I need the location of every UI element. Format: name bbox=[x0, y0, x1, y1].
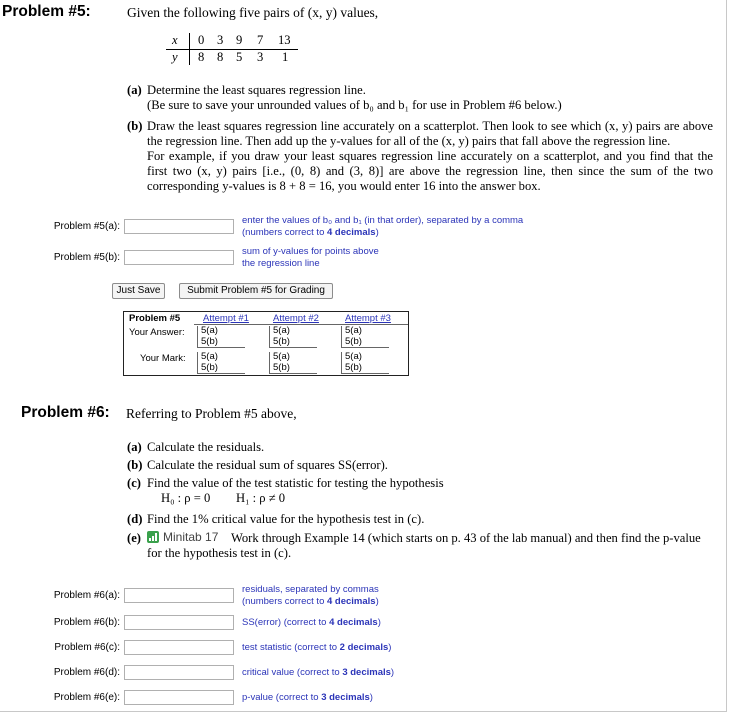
p6-part-c-marker: (c) bbox=[127, 476, 141, 490]
problem-6-title: Problem #6: bbox=[21, 404, 110, 421]
p6-part-e-line: for the hypothesis test in (c). bbox=[147, 546, 292, 560]
p5-part-a-line: (Be sure to save your unrounded values of b₀ and b₁ for use in Problem #6 below.) bbox=[147, 98, 562, 112]
attempt-3-mark-cell: 5(a) 5(b) bbox=[341, 352, 389, 374]
attempt-1-link[interactable]: Attempt #1 bbox=[203, 313, 249, 324]
table-x-cell: 7 bbox=[257, 33, 264, 47]
p5-part-a-line: Determine the least squares regression line. bbox=[147, 83, 366, 97]
p5-part-b-marker: (b) bbox=[127, 119, 143, 133]
just-save-button[interactable]: Just Save bbox=[112, 283, 165, 299]
p5b-label: Problem #5(b): bbox=[53, 252, 120, 263]
p6d-label: Problem #6(d): bbox=[53, 667, 120, 678]
p5-part-b-line: For example, if you draw your least squares regression line accurately on a scatterplot, and you find that the bbox=[147, 149, 713, 163]
attempt-1-answer-cell: 5(a) 5(b) bbox=[197, 326, 245, 348]
p6e-answer-input[interactable] bbox=[124, 690, 234, 705]
p6-part-b-text: Calculate the residual sum of squares SS(error). bbox=[147, 458, 388, 472]
attempt-2-link[interactable]: Attempt #2 bbox=[273, 313, 319, 324]
your-mark-label: Your Mark: bbox=[140, 353, 186, 364]
p6-part-a-marker: (a) bbox=[127, 440, 142, 454]
p5b-answer-input[interactable] bbox=[124, 250, 234, 265]
attempts-table bbox=[123, 311, 409, 376]
problem-5-title: Problem #5: bbox=[2, 3, 91, 20]
p6b-hint: SS(error) (correct to 4 decimals) bbox=[242, 617, 381, 628]
attempt-2-answer-cell: 5(a) 5(b) bbox=[269, 326, 317, 348]
problem-6-statement: Referring to Problem #5 above, bbox=[126, 406, 297, 421]
table-y-cell: 5 bbox=[236, 50, 243, 64]
table-x-label: x bbox=[172, 33, 178, 47]
attempts-rule bbox=[194, 324, 408, 325]
p6a-label: Problem #6(a): bbox=[53, 590, 120, 601]
p6-part-d-marker: (d) bbox=[127, 512, 143, 526]
p6b-label: Problem #6(b): bbox=[53, 617, 120, 628]
table-y-cell: 1 bbox=[282, 50, 289, 64]
table-divider-h bbox=[166, 49, 298, 50]
p5-part-b-line: Draw the least squares regression line accurately on a scatterplot. Then look to see which (x, y) pairs are above bbox=[147, 119, 713, 133]
attempt-2-mark-cell: 5(a) 5(b) bbox=[269, 352, 317, 374]
table-y-label: y bbox=[172, 50, 178, 64]
p6-part-b-marker: (b) bbox=[127, 458, 143, 472]
table-x-cell: 13 bbox=[278, 33, 291, 47]
p5a-hint-line1: enter the values of b₀ and b₁ (in that order), separated by a comma bbox=[242, 215, 524, 226]
p5a-label: Problem #5(a): bbox=[53, 221, 120, 232]
attempt-3-answer-cell: 5(a) 5(b) bbox=[341, 326, 389, 348]
problem-5-statement: Given the following five pairs of (x, y) values, bbox=[127, 5, 379, 20]
p5-part-b-line: corresponding y-values is 8 + 8 = 16, you would enter 16 into the answer box. bbox=[147, 179, 541, 193]
p6b-answer-input[interactable] bbox=[124, 615, 234, 630]
p6e-label: Problem #6(e): bbox=[53, 692, 120, 703]
p6a-hint bbox=[242, 584, 379, 608]
p5-part-b-line: first two (x, y) pairs [i.e., (0, 8) and (3, 8)] are above the regression line, then since the sum of the two bbox=[147, 164, 713, 178]
your-answer-label: Your Answer: bbox=[129, 327, 185, 338]
attempt-1-mark-cell: 5(a) 5(b) bbox=[197, 352, 245, 374]
p6a-hint-line2: (numbers correct to 4 decimals) bbox=[242, 596, 379, 607]
attempts-header: Problem #5 bbox=[129, 313, 181, 324]
table-x-cell: 0 bbox=[198, 33, 205, 47]
null-hypothesis: H₀ : ρ = 0 bbox=[161, 491, 211, 505]
p5b-hint bbox=[242, 246, 379, 270]
p6a-answer-input[interactable] bbox=[124, 588, 234, 603]
p6c-label: Problem #6(c): bbox=[54, 642, 120, 653]
p6d-hint: critical value (correct to 3 decimals) bbox=[242, 667, 395, 678]
p6-part-c-text: Find the value of the test statistic for testing the hypothesis bbox=[147, 476, 444, 490]
table-y-cell: 8 bbox=[217, 50, 224, 64]
p6c-answer-input[interactable] bbox=[124, 640, 234, 655]
submit-problem-5-button[interactable]: Submit Problem #5 for Grading bbox=[179, 283, 333, 299]
p6-part-d-text: Find the 1% critical value for the hypothesis test in (c). bbox=[147, 512, 425, 526]
alt-hypothesis: H₁ : ρ ≠ 0 bbox=[236, 491, 286, 505]
p6-part-a-text: Calculate the residuals. bbox=[147, 440, 265, 454]
p5a-answer-input[interactable] bbox=[124, 219, 234, 234]
p5a-hint-line2: (numbers correct to 4 decimals) bbox=[242, 227, 379, 238]
p6d-answer-input[interactable] bbox=[124, 665, 234, 680]
p6a-hint-line1: residuals, separated by commas bbox=[242, 584, 379, 595]
p5a-hint bbox=[242, 215, 523, 239]
p6-part-e-line: Work through Example 14 (which starts on p. 43 of the lab manual) and then find the p-value bbox=[231, 531, 701, 545]
p5b-hint-line1: sum of y-values for points above bbox=[242, 246, 379, 257]
p6c-hint: test statistic (correct to 2 decimals) bbox=[242, 642, 392, 653]
p6e-hint: p-value (correct to 3 decimals) bbox=[242, 692, 373, 703]
p5-part-b-line: the regression line. Then add up the y-values for all of the (x, y) pairs that fall above the regression line. bbox=[147, 134, 671, 148]
p5-part-a-marker: (a) bbox=[127, 83, 142, 97]
table-y-cell: 3 bbox=[257, 50, 264, 64]
p5b-hint-line2: the regression line bbox=[242, 258, 320, 269]
attempt-3-link[interactable]: Attempt #3 bbox=[345, 313, 391, 324]
p6-part-e-marker: (e) bbox=[127, 531, 141, 545]
minitab-icon bbox=[147, 531, 159, 543]
table-x-cell: 9 bbox=[236, 33, 243, 47]
minitab-label: Minitab 17 bbox=[163, 530, 219, 544]
table-x-cell: 3 bbox=[217, 33, 224, 47]
table-y-cell: 8 bbox=[198, 50, 205, 64]
